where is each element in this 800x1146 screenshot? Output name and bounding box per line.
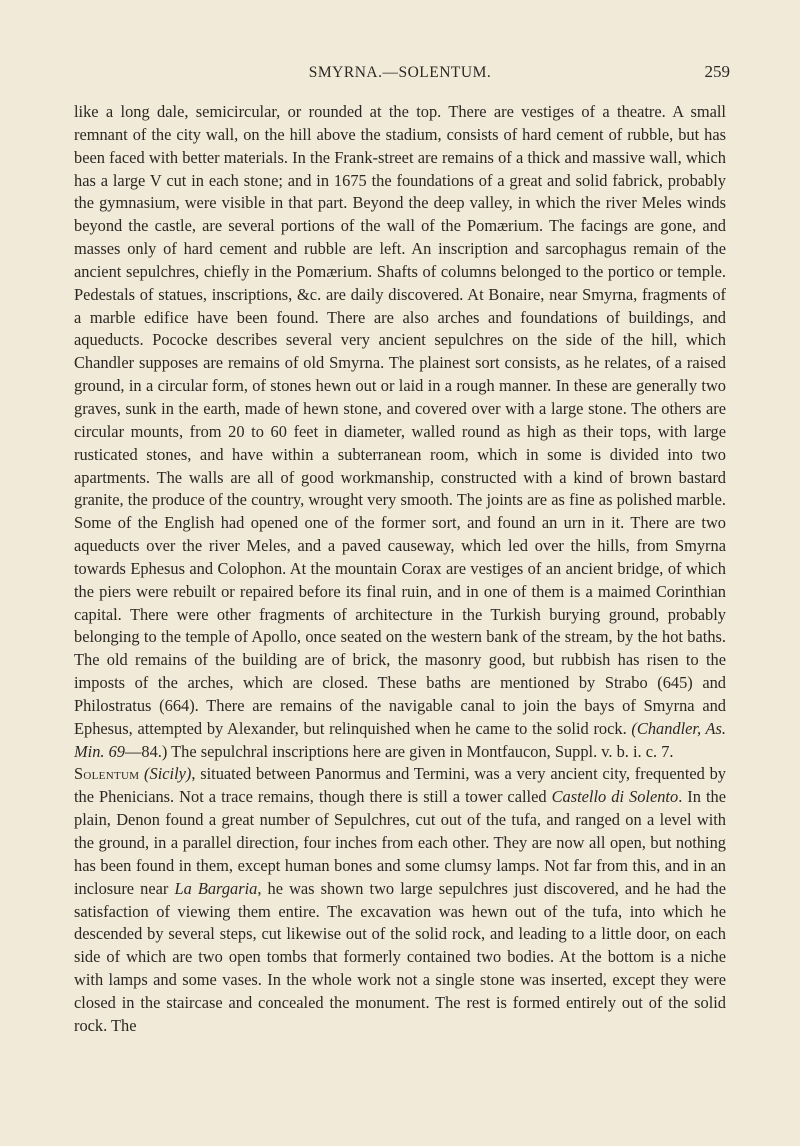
solentum-region: (Sicily) xyxy=(144,764,192,784)
smyrna-text-tail: —84.) The sepulchral inscriptions here are given in Montfaucon, Suppl. v. b. i. c. 7. xyxy=(125,741,674,761)
solentum-headword: Solentum xyxy=(74,764,140,784)
chandler-citation: (Chandler, As. Min. 69 xyxy=(74,718,727,761)
place-castello: Castello di Solento xyxy=(551,787,679,807)
smyrna-paragraph xyxy=(74,101,726,763)
place-bargaria: La Bargaria xyxy=(174,878,258,898)
solentum-text-c: , he was shown two large sepulchres just discovered, and he had the satisfaction of viewing them entire. The excavation was hewn out of the tufa, into which he descended by several steps, cut likewise out of the solid rock, and leading to a little door, on each side of which are two open tombs that formerly contained two bodies. At the bottom is a niche with lamps and some vases. In the whole work not a single stone was inserted, except they were closed in the staircase and concealed the monument. The rest is formed entirely out of the solid rock. The xyxy=(74,878,726,1035)
running-head xyxy=(0,64,800,88)
page-number: 259 xyxy=(704,62,730,81)
body-text xyxy=(74,101,726,1038)
solentum-paragraph xyxy=(74,763,726,1037)
solentum-text-b: . In the plain, Denon found a great number of Sepulchres, cut out of the tufa, and ranged on a level with the ground, in a parallel direction, four inches from each other. They are now all open, but nothing has been found in them, except human bones and some clumsy lamps. Not far from this, and in an inclosure near xyxy=(74,787,726,898)
running-title: SMYRNA.—SOLENTUM. xyxy=(308,64,492,81)
smyrna-text: like a long dale, semicircular, or rounded at the top. There are vestiges of a theatre. A small remnant of the city wall, on the hill above the stadium, consists of hard cement of rubble, but has been faced with better materials. In the Frank-street are remains of a thick and massive wall, which has a large V cut in each stone; and in 1675 the foundations of a great and solid fabrick, probably the gymnasium, were visible in that part. Beyond the deep valley, in which the river Meles winds beyond the castle, are several portions of the wall of the Pomærium. The facings are gone, and masses only of hard cement and rubble are left. An inscription and sarcophagus remain of the ancient sepulchres, chiefly in the Pomærium. Shafts of columns belonged to the portico or temple. Pedestals of statues, inscriptions, &c. are daily discovered. At Bonaire, near Smyrna, fragments of a marble edifice have been found. There are also arches and foundations of buildings, and aqueducts. Pococke describes several very ancient sepulchres on the side of the hill, which Chandler supposes are remains of old Smyrna. The plainest sort consists, as he relates, of a raised ground, in a circular form, of stones hewn out or laid in a rough manner. In these are generally two graves, sunk in the earth, made of hewn stone, and covered over with a large stone. The others are circular mounts, from 20 to 60 feet in diameter, walled round as high as their tops, with large rusticated stones, and have within a subterranean room, which in some is divided into two apartments. The walls are all of good workmanship, constructed with a kind of brown bastard granite, the produce of the country, wrought very smooth. The joints are as fine as polished marble. Some of the English had opened one of the former sort, and found an urn in it. There are two aqueducts over the river Meles, and a paved causeway, which led over the hills, from Smyrna towards Ephesus and Colophon. At the mountain Corax are vestiges of an ancient bridge, of which the piers were rebuilt or repaired before its final ruin, and in one of them is a maimed Corinthian capital. There were other fragments of architecture in the Turkish burying ground, probably belonging to the temple of Apollo, once seated on the western bank of the stream, by the hot baths. The old remains of the building are of brick, the masonry good, but rubbish has risen to the imposts of the arches, which are closed. These baths are mentioned by Strabo (645) and Philostratus (664). There are remains of the navigable canal to join the bays of Smyrna and Ephesus, attempted by Alexander, but relinquished when he came to the solid rock. xyxy=(74,102,726,738)
solentum-text-a: , situated between Panormus and Termini, was a very ancient city, frequented by the Phenicians. Not a trace remains, though there is still a tower called xyxy=(74,764,726,807)
